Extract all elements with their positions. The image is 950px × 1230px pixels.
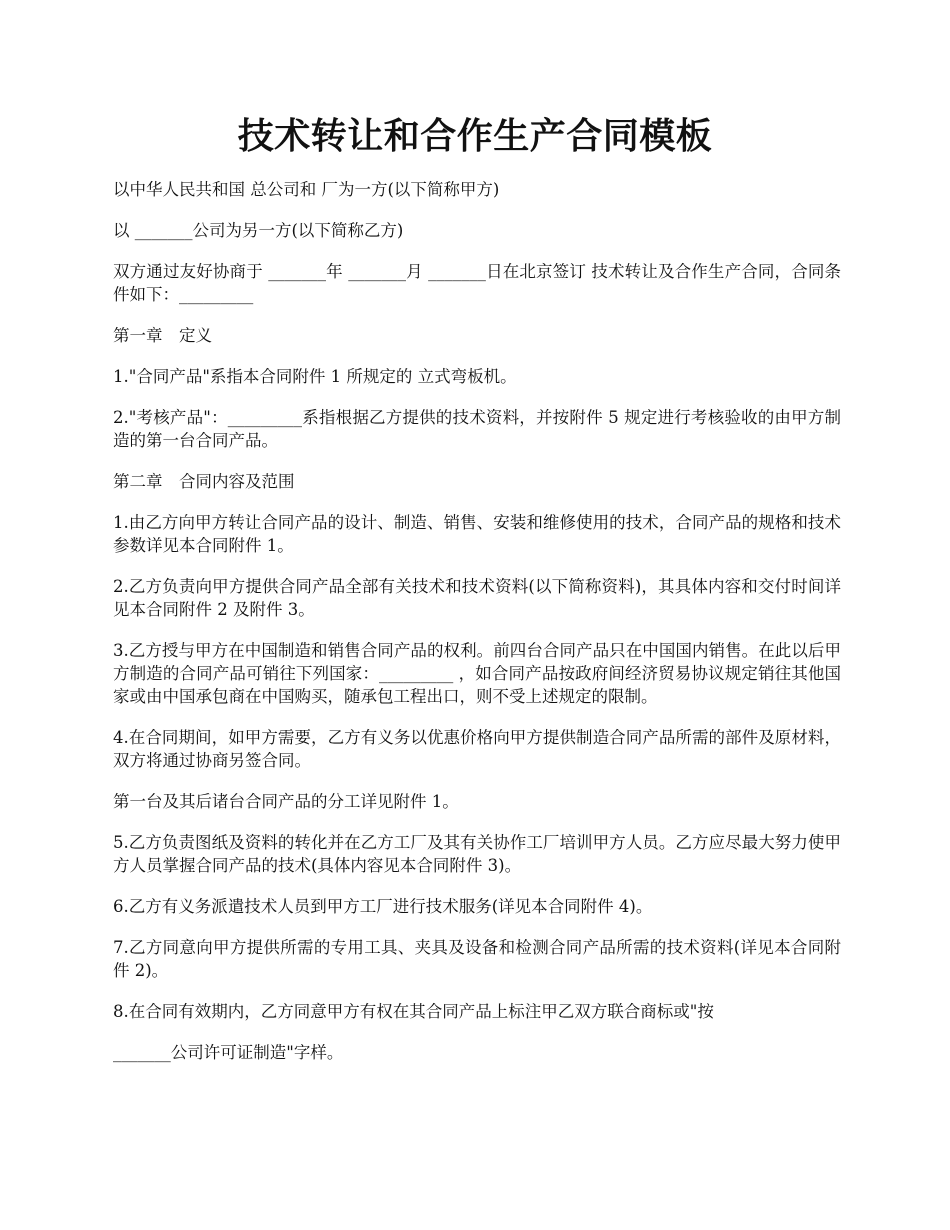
paragraph-def-1: 1."合同产品"系指本合同附件 1 所规定的 立式弯板机。: [113, 367, 517, 386]
paragraph-scope-4: 4.在合同期间，如甲方需要，乙方有义务以优惠价格向甲方提供制造合同产品所需的部件及原材料，双方将通过协商另签合同。: [113, 728, 841, 770]
chapter-heading-scope: 第二章 合同内容及范围: [113, 472, 295, 491]
paragraph-scope-3: 3.乙方授与甲方在中国制造和销售合同产品的权利。前四台合同产品只在中国国内销售。在此以后甲方制造的合同产品可销往下列国家：_________ ，如合同产品按政府间经济贸易协议规定销往其他国家或由中国承包商在中国购买，随承包工程出口，则不受上述规定的限制。: [113, 641, 841, 706]
paragraph-scope-5: 5.乙方负责图纸及资料的转化并在乙方工厂及其有关协作工厂培训甲方人员。乙方应尽最大努力使甲方人员掌握合同产品的技术(具体内容见本合同附件 3)。: [113, 833, 841, 875]
document-title: 技术转让和合作生产合同模板: [237, 115, 713, 157]
paragraph-party-b: 以 _______公司为另一方(以下简称乙方): [113, 221, 404, 240]
paragraph-scope-7: 7.乙方同意向甲方提供所需的专用工具、夹具及设备和检测合同产品所需的技术资料(详见本合同附件 2)。: [113, 938, 841, 980]
paragraph-scope-6: 6.乙方有义务派遣技术人员到甲方工厂进行技术服务(详见本合同附件 4)。: [113, 897, 653, 916]
paragraph-party-a: 以中华人民共和国 总公司和 厂为一方(以下简称甲方): [113, 180, 500, 199]
paragraph-scope-2: 2.乙方负责向甲方提供合同产品全部有关技术和技术资料(以下简称资料)，其具体内容和交付时间详见本合同附件 2 及附件 3。: [113, 577, 841, 619]
paragraph-division-of-work: 第一台及其后诸台合同产品的分工详见附件 1。: [113, 792, 459, 811]
paragraph-agreement-date: 双方通过友好协商于 _______年 _______月 _______日在北京签订 技术转让及合作生产合同，合同条件如下：_________: [113, 262, 841, 304]
chapter-heading-definitions: 第一章 定义: [113, 326, 212, 345]
paragraph-def-2: 2."考核产品"：_________系指根据乙方提供的技术资料，并按附件 5 规定进行考核验收的由甲方制造的第一台合同产品。: [113, 408, 841, 450]
paragraph-scope-8-cont: _______公司许可证制造"字样。: [113, 1043, 344, 1062]
document-body: [113, 178, 841, 1082]
paragraph-scope-8: 8.在合同有效期内，乙方同意甲方有权在其合同产品上标注甲乙双方联合商标或"按: [113, 1002, 714, 1021]
paragraph-scope-1: 1.由乙方向甲方转让合同产品的设计、制造、销售、安装和维修使用的技术，合同产品的规格和技术参数详见本合同附件 1。: [113, 513, 841, 555]
